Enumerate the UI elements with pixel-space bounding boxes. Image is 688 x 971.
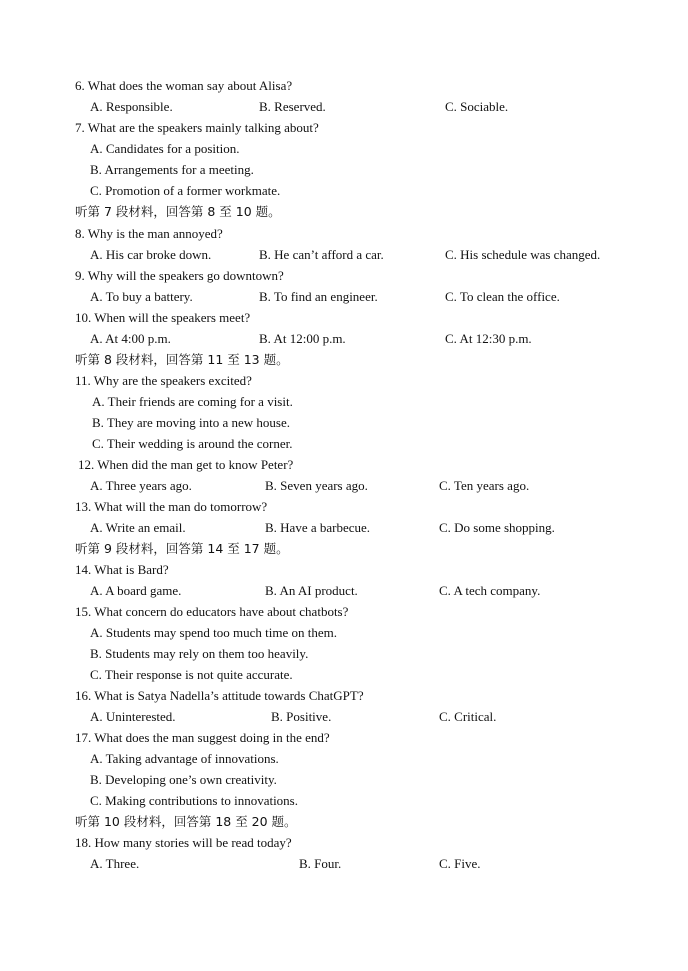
question-13: 13. What will the man do tomorrow?	[75, 499, 268, 514]
section-8-heading: 听第 8 段材料，回答第 11 至 13 题。	[75, 352, 289, 367]
q8-option-a: A. His car broke down.	[90, 247, 212, 262]
q16-option-b: B. Positive.	[271, 709, 332, 724]
q10-option-c: C. At 12:30 p.m.	[445, 331, 532, 346]
q12-option-a: A. Three years ago.	[90, 478, 192, 493]
question-17: 17. What does the man suggest doing in the end?	[75, 730, 330, 745]
q14-option-c: C. A tech company.	[439, 583, 541, 598]
question-6: 6. What does the woman say about Alisa?	[75, 78, 293, 93]
section-7-heading: 听第 7 段材料，回答第 8 至 10 题。	[75, 204, 281, 219]
q16-option-c: C. Critical.	[439, 709, 497, 724]
q10-option-b: B. At 12:00 p.m.	[259, 331, 346, 346]
q7-option-a: A. Candidates for a position.	[90, 141, 240, 156]
q15-option-b: B. Students may rely on them too heavily.	[90, 646, 309, 661]
question-14: 14. What is Bard?	[75, 562, 169, 577]
question-15: 15. What concern do educators have about chatbots?	[75, 604, 349, 619]
q17-option-c: C. Making contributions to innovations.	[90, 793, 298, 808]
q6-option-a: A. Responsible.	[90, 99, 173, 114]
q15-option-c: C. Their response is not quite accurate.	[90, 667, 293, 682]
question-7: 7. What are the speakers mainly talking about?	[75, 120, 319, 135]
q12-option-b: B. Seven years ago.	[265, 478, 368, 493]
q10-option-a: A. At 4:00 p.m.	[90, 331, 171, 346]
q8-option-b: B. He can’t afford a car.	[259, 247, 384, 262]
section-10-heading: 听第 10 段材料，回答第 18 至 20 题。	[75, 814, 297, 829]
question-12: 12. When did the man get to know Peter?	[78, 457, 294, 472]
q11-option-c: C. Their wedding is around the corner.	[92, 436, 293, 451]
q6-option-c: C. Sociable.	[445, 99, 509, 114]
q9-option-a: A. To buy a battery.	[90, 289, 193, 304]
section-9-heading: 听第 9 段材料，回答第 14 至 17 题。	[75, 541, 289, 556]
question-16: 16. What is Satya Nadella’s attitude towards ChatGPT?	[75, 688, 364, 703]
q16-option-a: A. Uninterested.	[90, 709, 176, 724]
q9-option-c: C. To clean the office.	[445, 289, 560, 304]
q13-option-c: C. Do some shopping.	[439, 520, 555, 535]
q9-option-b: B. To find an engineer.	[259, 289, 378, 304]
question-10: 10. When will the speakers meet?	[75, 310, 251, 325]
q17-option-a: A. Taking advantage of innovations.	[90, 751, 279, 766]
q18-option-b: B. Four.	[299, 856, 342, 871]
question-11: 11. Why are the speakers excited?	[75, 373, 252, 388]
q11-option-b: B. They are moving into a new house.	[92, 415, 290, 430]
q7-option-c: C. Promotion of a former workmate.	[90, 183, 281, 198]
q13-option-a: A. Write an email.	[90, 520, 186, 535]
q11-option-a: A. Their friends are coming for a visit.	[92, 394, 293, 409]
q14-option-b: B. An AI product.	[265, 583, 358, 598]
question-8: 8. Why is the man annoyed?	[75, 226, 223, 241]
q8-option-c: C. His schedule was changed.	[445, 247, 601, 262]
question-9: 9. Why will the speakers go downtown?	[75, 268, 284, 283]
q15-option-a: A. Students may spend too much time on them.	[90, 625, 337, 640]
q18-option-a: A. Three.	[90, 856, 140, 871]
q18-option-c: C. Five.	[439, 856, 481, 871]
q13-option-b: B. Have a barbecue.	[265, 520, 371, 535]
q7-option-b: B. Arrangements for a meeting.	[90, 162, 254, 177]
q17-option-b: B. Developing one’s own creativity.	[90, 772, 277, 787]
q6-option-b: B. Reserved.	[259, 99, 326, 114]
q14-option-a: A. A board game.	[90, 583, 182, 598]
q12-option-c: C. Ten years ago.	[439, 478, 530, 493]
question-18: 18. How many stories will be read today?	[75, 835, 292, 850]
